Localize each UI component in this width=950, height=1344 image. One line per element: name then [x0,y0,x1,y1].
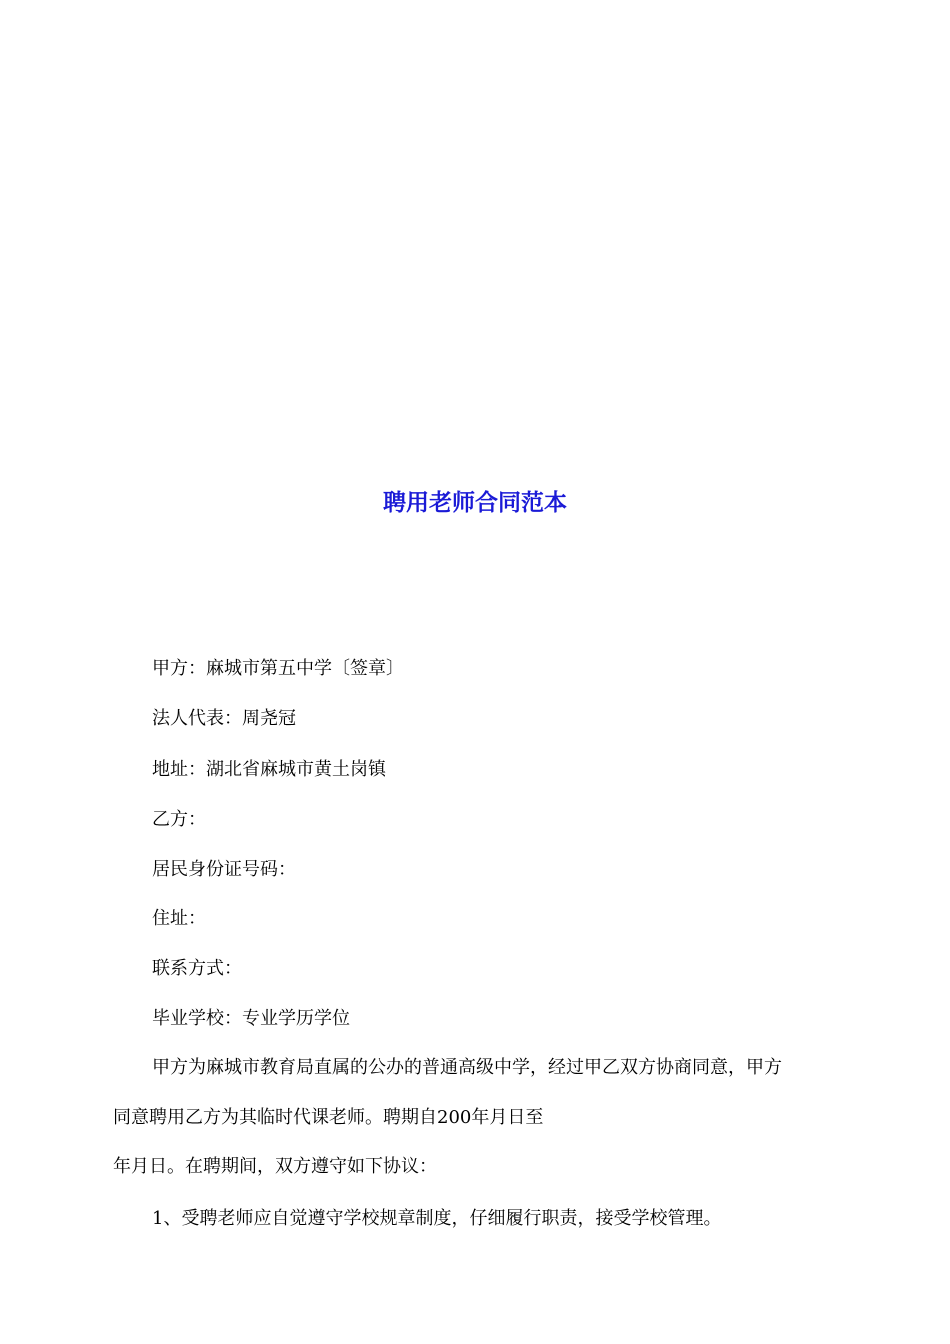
clause-1: 1、受聘老师应自觉遵守学校规章制度，仔细履行职责，接受学校管理。 [152,1208,722,1229]
contact-field: 联系方式： [152,958,242,979]
body-paragraph-line-3: 年月日。在聘期间，双方遵守如下协议： [113,1156,437,1177]
body-paragraph-line-1: 甲方为麻城市教育局直属的公办的普通高级中学，经过甲乙双方协商同意，甲方 [152,1057,782,1078]
id-number-field: 居民身份证号码： [152,859,296,880]
party-b-field: 乙方： [152,809,206,830]
education-field: 毕业学校：专业学历学位 [152,1008,350,1029]
party-a-address-field: 地址：湖北省麻城市黄土岗镇 [152,759,386,780]
document-title: 聘用老师合同范本 [383,490,567,516]
party-a-field: 甲方：麻城市第五中学〔签章〕 [152,658,404,679]
party-b-address-field: 住址： [152,908,206,929]
body-paragraph-line-2: 同意聘用乙方为其临时代课老师。聘期自200年月日至 [113,1107,544,1128]
legal-representative-field: 法人代表：周尧冠 [152,708,296,729]
